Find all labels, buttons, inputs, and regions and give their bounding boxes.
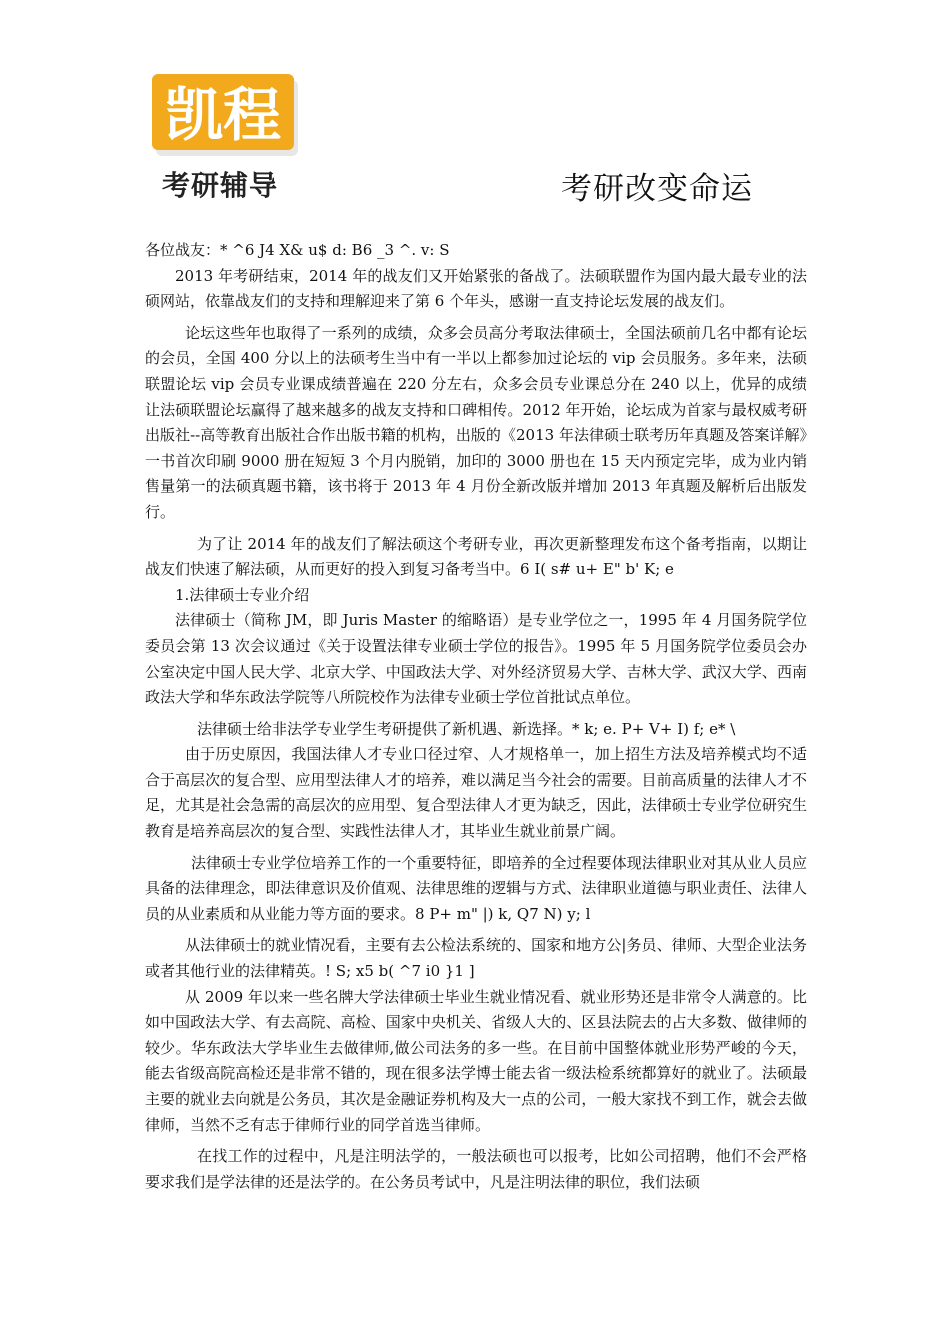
paragraph-history: 由于历史原因，我国法律人才专业口径过窄、人才规格单一，加上招生方法及培养模式均不适合于高层次的复合型、应用型法律人才的培养，难以满足当今社会的需要。目前高质量的法律人才不足，尤其是社会急需的高层次的应用型、复合型法律人才更为缺乏，因此，法律硕士专业学位研究生教育是培养高层次的复合型、实践性法律人才，其毕业生就业前景广阔。 xyxy=(145,745,807,841)
paragraph-job-search: 在找工作的过程中，凡是注明法学的，一般法硕也可以报考，比如公司招聘，他们不会严格要求我们是学法律的还是法学的。在公务员考试中，凡是注明法律的职位，我们法硕 xyxy=(145,1147,807,1191)
document-body xyxy=(145,238,807,1195)
paragraph-employment-since-2009: 从 2009 年以来一些名牌大学法律硕士毕业生就业情况看、就业形势还是非常令人满意的。比如中国政法大学、有去高院、高检、国家中央机关、省级人大的、区县法院去的占大多数、做律师的较少。华东政法大学毕业生去做律师,做公司法务的多一些。在目前中国整体就业形势严峻的今天，能去省级高院高检还是非常不错的，现在很多法学博士能去省一级法检系统都算好的就业了。法硕最主要的就业去向就是公务员，其次是金融证券机构及大一点的公司，一般大家找不到工作，就会去做律师，当然不乏有志于律师行业的同学首选当律师。 xyxy=(145,987,807,1134)
slogan: 考研改变命运 xyxy=(561,171,753,207)
paragraph-training-features: 法律硕士专业学位培养工作的一个重要特征，即培养的全过程要体现法律职业对其从业人员应具备的法律理念，即法律意识及价值观、法律思维的逻辑与方式、法律职业道德与职业责任、法律人员的从业素质和从业能力等方面的要求。8 P+ m" |) k, Q7 N) y; l xyxy=(145,853,807,923)
paragraph-intro: 2013 年考研结束，2014 年的战友们又开始紧张的备战了。法硕联盟作为国内最大最专业的法硕网站，依靠战友们的支持和理解迎来了第 6 个年头，感谢一直支持论坛发展的战友们。 xyxy=(145,266,807,311)
paragraph-employment: 从法律硕士的就业情况看，主要有去公检法系统的、国家和地方公|务员、律师、大型企业法务或者其他行业的法律精英。! S; x5 b( ^7 i0 }1 ] xyxy=(145,936,807,981)
logo-caption: 考研辅导 xyxy=(162,169,279,202)
salutation: 各位战友：* ^6 J4 X& u$ d: B6 _3 ^. v: S xyxy=(145,241,450,259)
paragraph-guide-purpose: 为了让 2014 年的战友们了解法硕这个考研专业，再次更新整理发布这个备考指南，以期让战友们快速了解法硕，从而更好的投入到复习备考当中。6 I( s# u+ E" b' K; e xyxy=(145,534,807,579)
logo-mark-text: 凯程 xyxy=(164,81,282,149)
logo-mark-icon xyxy=(150,72,302,160)
paragraph-new-opportunity: 法律硕士给非法学专业学生考研提供了新机遇、新选择。* k; e. P+ V+ I) f; e* \ xyxy=(197,719,736,738)
paragraph-jm-introduction: 法律硕士（简称 JM，即 Juris Master 的缩略语）是专业学位之一，1995 年 4 月国务院学位委员会第 13 次会议通过《关于设置法律专业硕士学位的报告》。1995 年 5 月国务院学位委员会办公室决定中国人民大学、北京大学、中国政法大学、对外经济贸易大学、吉林大学、武汉大学、西南政法大学和华东政法学院等八所院校作为法律专业硕士学位首批试点单位。 xyxy=(145,611,807,707)
paragraph-forum-achievements: 论坛这些年也取得了一系列的成绩，众多会员高分考取法律硕士，全国法硕前几名中都有论坛的会员，全国 400 分以上的法硕考生当中有一半以上都参加过论坛的 vip 会员服务。多年来，法硕联盟论坛 vip 会员专业课成绩普遍在 220 分左右，众多会员专业课总分在 240 以上，优异的成绩让法硕联盟论坛赢得了越来越多的战友支持和口碑相传。2012 年开始，论坛成为首家与最权威考研出版社--高等教育出版社合作出版书籍的机构，出版的《2013 年法律硕士联考历年真题及答案详解》一书首次印刷 9000 册在短短 3 个月内脱销，加印的 3000 册也在 15 天内预定完毕，成为业内销售量第一的法硕真题书籍，该书将于 2013 年 4 月份全新改版并增加 2013 年真题及解析后出版发行。 xyxy=(145,323,807,521)
brand-logo xyxy=(150,72,310,202)
section-heading: 1.法律硕士专业介绍 xyxy=(175,585,310,604)
